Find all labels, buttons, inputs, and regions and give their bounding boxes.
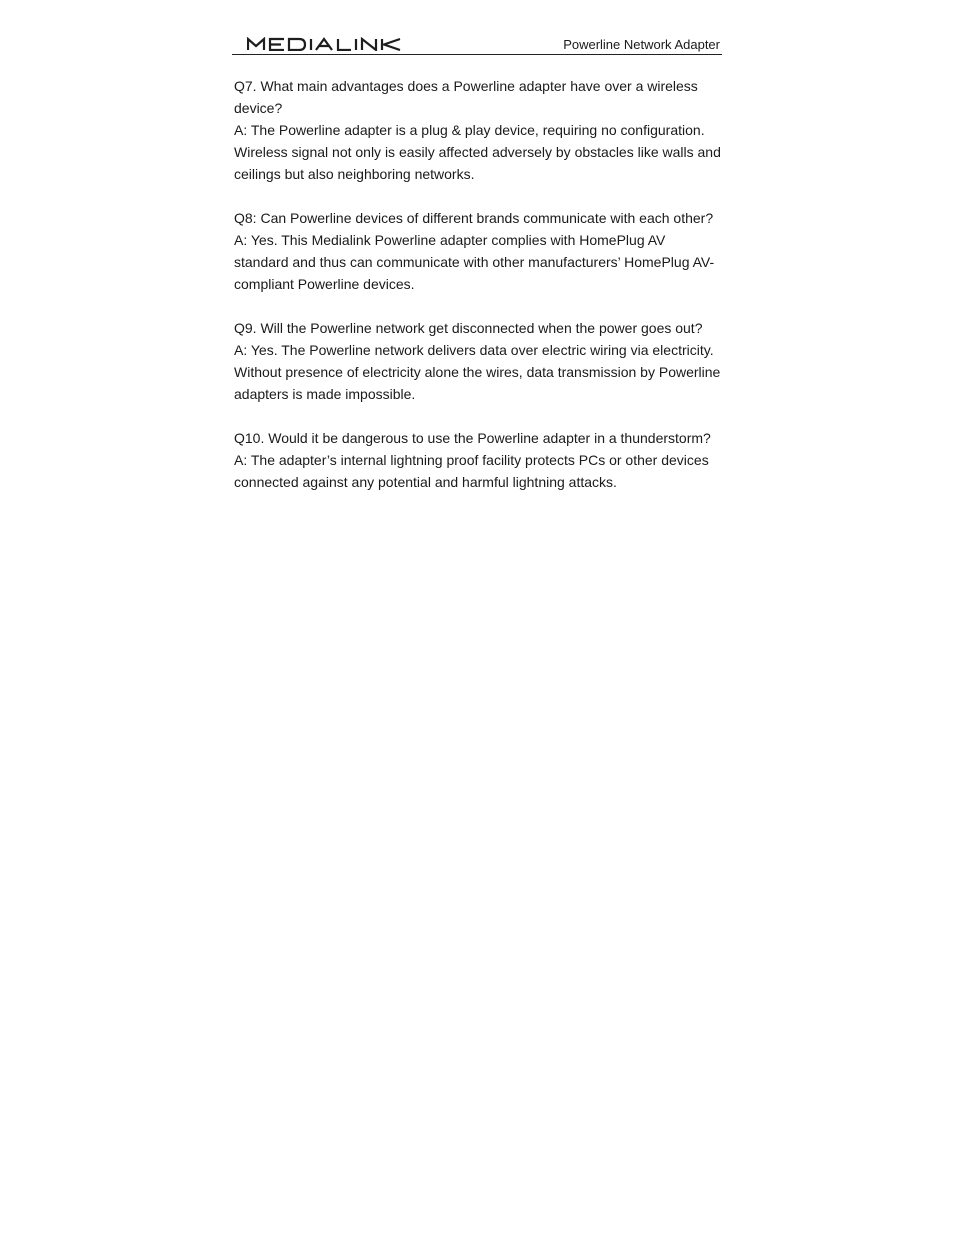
medialink-logo — [247, 37, 401, 51]
faq-question: Q8: Can Powerline devices of different brands communicate with each other? — [234, 210, 714, 226]
faq-item-q10 — [234, 427, 722, 493]
faq-answer: A: The adapter’s internal lightning proof facility protects PCs or other devices connected against any potential and harmful lightning attacks. — [234, 452, 709, 490]
medialink-logo-graphic — [247, 37, 401, 51]
faq-question: Q7. What main advantages does a Powerline adapter have over a wireless device? — [234, 78, 698, 116]
faq-item-q9 — [234, 317, 722, 405]
faq-answer: A: Yes. The Powerline network delivers data over electric wiring via electricity. Without presence of electricity alone the wires, data transmission by Powerline adapters is made impossible. — [234, 342, 721, 402]
faq-answer: A: Yes. This Medialink Powerline adapter complies with HomePlug AV standard and thus can communicate with other manufacturers’ HomePlug AV-compliant Powerline devices. — [234, 232, 715, 292]
faq-question: Q10. Would it be dangerous to use the Powerline adapter in a thunderstorm? — [234, 430, 711, 446]
document-title: Powerline Network Adapter — [563, 37, 720, 52]
faq-content — [234, 75, 722, 515]
faq-item-q8 — [234, 207, 722, 295]
page-header — [232, 34, 722, 55]
faq-item-q7 — [234, 75, 722, 185]
faq-answer: A: The Powerline adapter is a plug & play device, requiring no configuration. Wireless signal not only is easily affected adversely by obstacles like walls and ceilings but also neighboring networks. — [234, 122, 721, 182]
faq-question: Q9. Will the Powerline network get disconnected when the power goes out? — [234, 320, 703, 336]
